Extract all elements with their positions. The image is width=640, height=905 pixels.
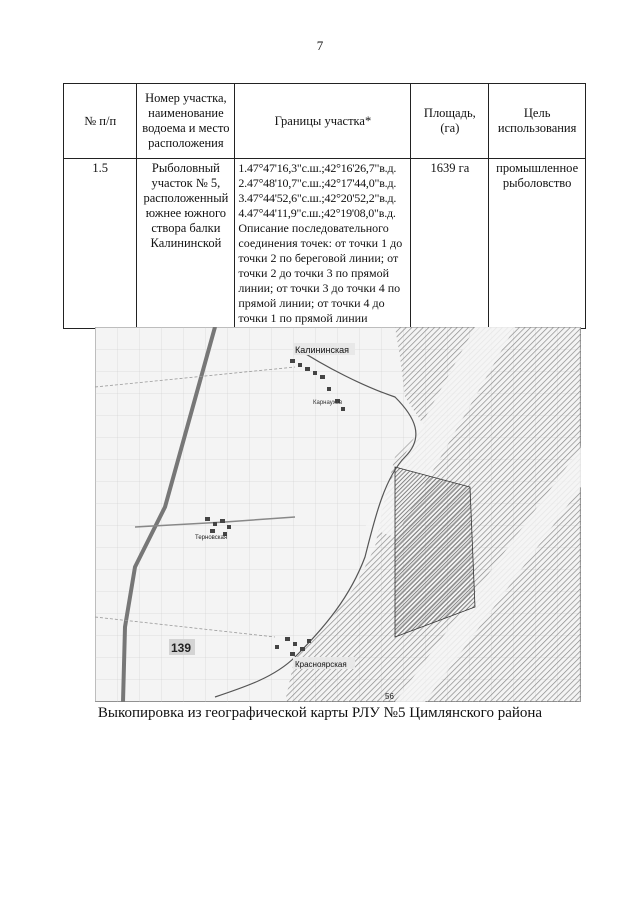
cell-bounds [235,159,411,329]
topographic-map [95,327,581,702]
cell-area: 1639 га [411,159,489,329]
bounds-description: Описание последовательного соединения точек: от точки 1 до точки 2 по береговой линии; от точки 2 до точки 3 по прямой линии; от точки 3 до точки 4 по прямой линии; от точки 4 до точки 1 по прямой линии [238,221,403,325]
map-label-krasnoyarskaya: Красноярская [295,660,347,669]
header-bounds: Границы участка* [235,84,411,159]
header-num: № п/п [64,84,137,159]
table-header-row [64,84,586,159]
fishing-site-table [63,83,586,329]
map-label-karnaukhov: Карнаухов [313,400,343,406]
map-label-ternovskaya: Терновская [195,535,228,541]
coord-point-3: 3.47°44'52,6"с.ш.;42°20'52,2"в.д. [238,191,397,205]
header-area: Площадь, (га) [411,84,489,159]
page-number: 7 [316,38,324,53]
table-row [64,159,586,329]
coord-point-1: 1.47°47'16,3"с.ш.;42°16'26,7"в.д. [238,161,397,175]
map-label-139: 139 [171,641,192,655]
fishing-site-area [395,467,475,637]
cell-num: 1.5 [64,159,137,329]
coord-point-4: 4.47°44'11,9"с.ш.;42°19'08,0"в.д. [238,206,396,220]
cell-purpose: промышленное рыболовство [489,159,586,329]
map-label-kalininskaya: Калининская [295,345,350,355]
cell-name: Рыболовный участок № 5, расположенный южнее южного створа балки Калининской [137,159,235,329]
map-caption: Выкопировка из географической карты РЛУ №5 Цимлянского района [97,705,543,721]
header-name: Номер участка, наименование водоема и место расположения [137,84,235,159]
coord-point-2: 2.47°48'10,7"с.ш.;42°17'44,0"в.д. [238,176,397,190]
header-purpose: Цель использования [489,84,586,159]
map-label-56: 56 [385,692,394,701]
